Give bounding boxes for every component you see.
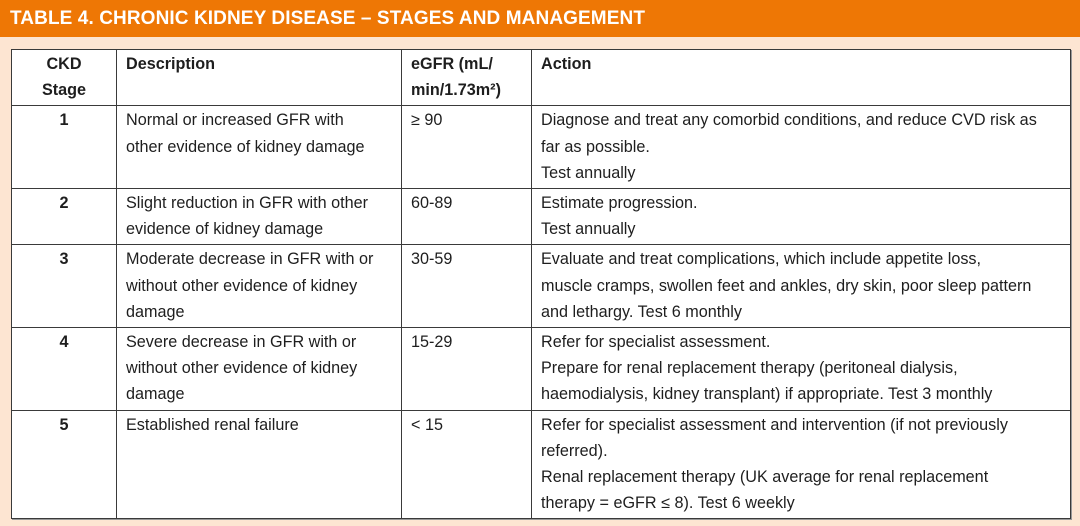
cell-text: damage: [126, 385, 185, 404]
cell-text: Established renal failure: [126, 415, 299, 434]
cell-text: Moderate decrease in GFR with or: [126, 250, 374, 269]
table-row: [12, 245, 1071, 328]
cell-text: Evaluate and treat complications, which include appetite loss,: [541, 250, 982, 269]
cell-text: muscle cramps, swollen feet and ankles, dry skin, poor sleep pattern: [541, 276, 1032, 295]
header-text: Action: [541, 55, 592, 73]
cell-text: referred).: [541, 441, 608, 460]
stage-cell: 4: [12, 328, 117, 411]
description-cell: [117, 328, 402, 411]
header-row: [12, 50, 1071, 106]
cell-text: Test annually: [541, 163, 636, 182]
cell-text: and lethargy. Test 6 monthly: [541, 302, 742, 321]
cell-text: far as possible.: [541, 137, 650, 156]
cell-text: other evidence of kidney damage: [126, 137, 365, 156]
cell-text: without other evidence of kidney: [126, 359, 358, 378]
action-cell: [532, 328, 1071, 411]
egfr-cell: 30-59: [402, 245, 532, 328]
cell-text: damage: [126, 302, 185, 321]
header-egfr: [402, 50, 532, 106]
cell-text: Refer for specialist assessment.: [541, 333, 771, 352]
stage-cell: 5: [12, 410, 117, 519]
cell-text: Prepare for renal replacement therapy (peritoneal dialysis,: [541, 359, 958, 378]
cell-text: Test annually: [541, 220, 636, 239]
description-cell: [117, 106, 402, 189]
cell-text: Severe decrease in GFR with or: [126, 333, 357, 352]
cell-text: Slight reduction in GFR with other: [126, 194, 369, 213]
cell-text: haemodialysis, kidney transplant) if appropriate. Test 3 monthly: [541, 385, 993, 404]
stage-cell: 1: [12, 106, 117, 189]
header-action: [532, 50, 1071, 106]
header-text: min/1.73m²): [411, 81, 501, 100]
cell-text: Renal replacement therapy (UK average for renal replacement: [541, 468, 989, 487]
ckd-stages-table: [11, 49, 1071, 519]
table-row: [12, 410, 1071, 519]
cell-text: therapy = eGFR ≤ 8). Test 6 weekly: [541, 494, 795, 513]
egfr-cell: 15-29: [402, 328, 532, 411]
stage-cell: 3: [12, 245, 117, 328]
cell-text: evidence of kidney damage: [126, 220, 324, 239]
cell-text: Estimate progression.: [541, 194, 698, 213]
header-text: Description: [126, 55, 216, 73]
table-title-bar: [0, 0, 1080, 37]
description-cell: [117, 189, 402, 245]
description-cell: [117, 245, 402, 328]
table-title: TABLE 4. CHRONIC KIDNEY DISEASE – STAGES AND MANAGEMENT: [10, 8, 646, 29]
header-description: [117, 50, 402, 106]
header-text: Stage: [41, 81, 87, 100]
cell-text: Diagnose and treat any comorbid conditions, and reduce CVD risk as: [541, 111, 1037, 130]
header-text: eGFR (mL/: [411, 55, 493, 73]
cell-text: Normal or increased GFR with: [126, 111, 344, 130]
egfr-cell: ≥ 90: [402, 106, 532, 189]
header-text: CKD: [46, 55, 82, 73]
action-cell: [532, 189, 1071, 245]
description-cell: [117, 410, 402, 519]
action-cell: [532, 410, 1071, 519]
egfr-cell: 60-89: [402, 189, 532, 245]
table-row: [12, 189, 1071, 245]
table-row: [12, 328, 1071, 411]
cell-text: Refer for specialist assessment and intervention (if not previously: [541, 415, 1008, 434]
stage-cell: 2: [12, 189, 117, 245]
egfr-cell: < 15: [402, 410, 532, 519]
cell-text: without other evidence of kidney: [126, 276, 358, 295]
table-row: [12, 106, 1071, 189]
action-cell: [532, 245, 1071, 328]
header-ckd-stage: [12, 50, 117, 106]
action-cell: [532, 106, 1071, 189]
